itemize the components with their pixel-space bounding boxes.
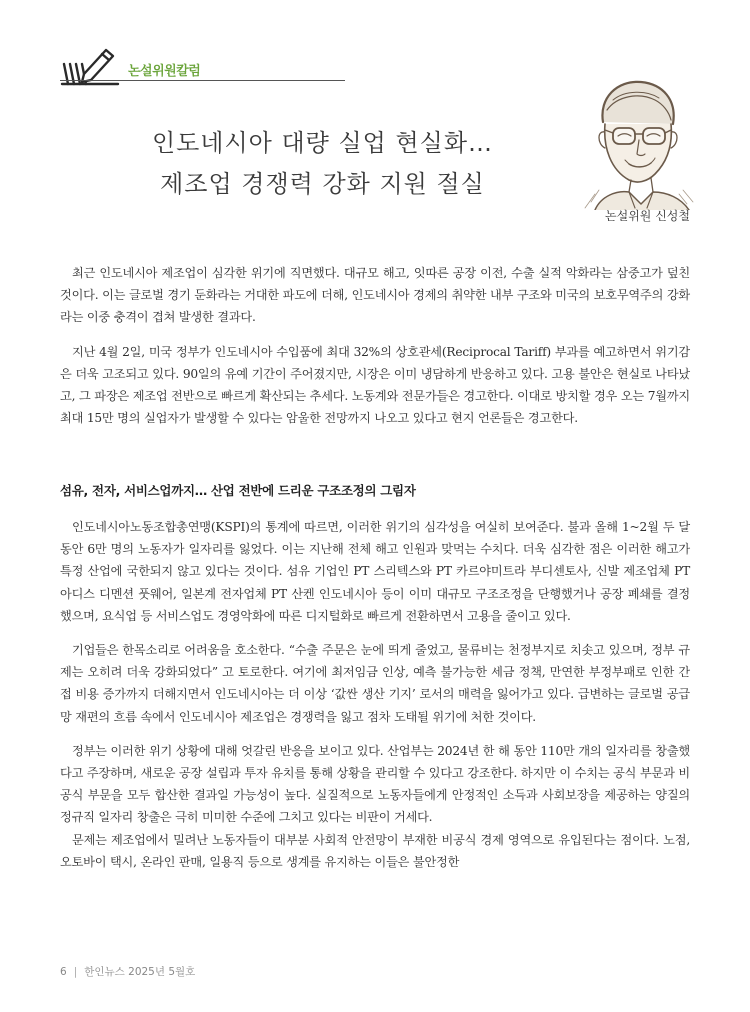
article-body-intro	[60, 262, 690, 429]
paragraph: 인도네시아노동조합총연맹(KSPI)의 통계에 따르면, 이러한 위기의 심각성을 여실히 보여준다. 불과 올해 1~2월 두 달 동안 6만 명의 노동자가 일자리를 잃었다. 이는 지난해 전체 해고 인원과 맞먹는 수치다. 더욱 심각한 점은 이러한 해고가 특정 산업에 국한되지 않고 있다는 것이다. 섬유 기업인 PT 스리텍스와 PT 카르야미트라 부디센토사, 신발 제조업체 PT 아디스 디멘션 풋웨어, 일본계 전자업체 PT 산켄 인도네시아 등이 이미 대규모 구조조정을 단행했거나 공장 폐쇄를 결정했으며, 요식업 등 서비스업도 경영악화에 따른 디지털화로 빠르게 전환하면서 고용을 줄이고 있다.	[60, 520, 690, 623]
paragraph: 기업들은 한목소리로 어려움을 호소한다. “수출 주문은 눈에 띄게 줄었고, 물류비는 천정부지로 치솟고 있으며, 정부 규제는 오히려 더욱 강화되었다” 고 토로한다. 여기에 최저임금 인상, 예측 불가능한 세금 정책, 만연한 부정부패로 인한 간접 비용 증가까지 더해지면서 인도네시아는 더 이상 ‘값싼 생산 기지’ 로서의 매력을 잃어가고 있다. 급변하는 글로벌 공급망 재편의 흐름 속에서 인도네시아 제조업은 경쟁력을 잃고 점차 도태될 위기에 처한 것이다.	[60, 643, 690, 724]
header-divider	[60, 80, 345, 81]
paragraph: 최근 인도네시아 제조업이 심각한 위기에 직면했다. 대규모 해고, 잇따른 공장 이전, 수출 실적 악화라는 삼중고가 덮친 것이다. 이는 글로벌 경기 둔화라는 거대한 파도에 더해, 인도네시아 경제의 취약한 내부 구조와 미국의 보호무역주의 강화라는 이중 충격이 겹쳐 발생한 결과다.	[60, 266, 690, 325]
author-portrait-sketch	[555, 70, 705, 210]
footer-separator: |	[73, 966, 78, 978]
paragraph: 정부는 이러한 위기 상황에 대해 엇갈린 반응을 보이고 있다. 산업부는 2024년 한 해 동안 110만 개의 일자리를 창출했다고 주장하며, 새로운 공장 설립과 투자 유치를 통해 상황을 관리할 수 있다고 강조한다. 하지만 이 수치는 공식 부문과 비공식 부문을 모두 합산한 결과일 가능성이 높다. 실질적으로 노동자들에게 안정적인 소득과 사회보장을 제공하는 양질의 정규직 일자리 창출은 극히 미미한 수준에 그치고 있다는 비판이 거세다.	[60, 743, 690, 825]
publication-name: 한인뉴스 2025년 5월호	[84, 966, 196, 978]
section-subheading: 섬유, 전자, 서비스업까지… 산업 전반에 드리운 구조조정의 그림자	[60, 483, 416, 498]
section-label: 논설위원칼럼	[128, 64, 201, 79]
paragraph: 문제는 제조업에서 밀려난 노동자들이 대부분 사회적 안전망이 부재한 비공식 경제 영역으로 유입된다는 점이다. 노점, 오토바이 택시, 온라인 판매, 일용직 등으로 생계를 유지하는 이들은 불안정한	[60, 832, 690, 869]
article-title-line-1: 인도네시아 대량 실업 현실화…	[151, 129, 494, 157]
article-title-line-2: 제조업 경쟁력 강화 지원 절실	[160, 170, 485, 198]
paragraph: 지난 4월 2일, 미국 정부가 인도네시아 수입품에 최대 32%의 상호관세(Reciprocal Tariff) 부과를 예고하면서 위기감은 더욱 고조되고 있다. 90일의 유예 기간이 주어졌지만, 시장은 이미 냉담하게 반응하고 있다. 고용 불안은 현실로 나타났고, 그 파장은 제조업 전반으로 빠르게 확산되는 추세다. 노동계와 전문가들은 경고한다. 이대로 방치할 경우 오는 7월까지 최대 15만 명의 실업자가 발생할 수 있다는 암울한 전망까지 나오고 있다고 현지 언론들은 경고한다.	[60, 344, 690, 426]
author-byline: 논설위원 신성철	[605, 209, 690, 223]
page-footer	[60, 964, 195, 979]
page-number: 6	[60, 966, 67, 978]
article-body-main	[60, 516, 690, 873]
